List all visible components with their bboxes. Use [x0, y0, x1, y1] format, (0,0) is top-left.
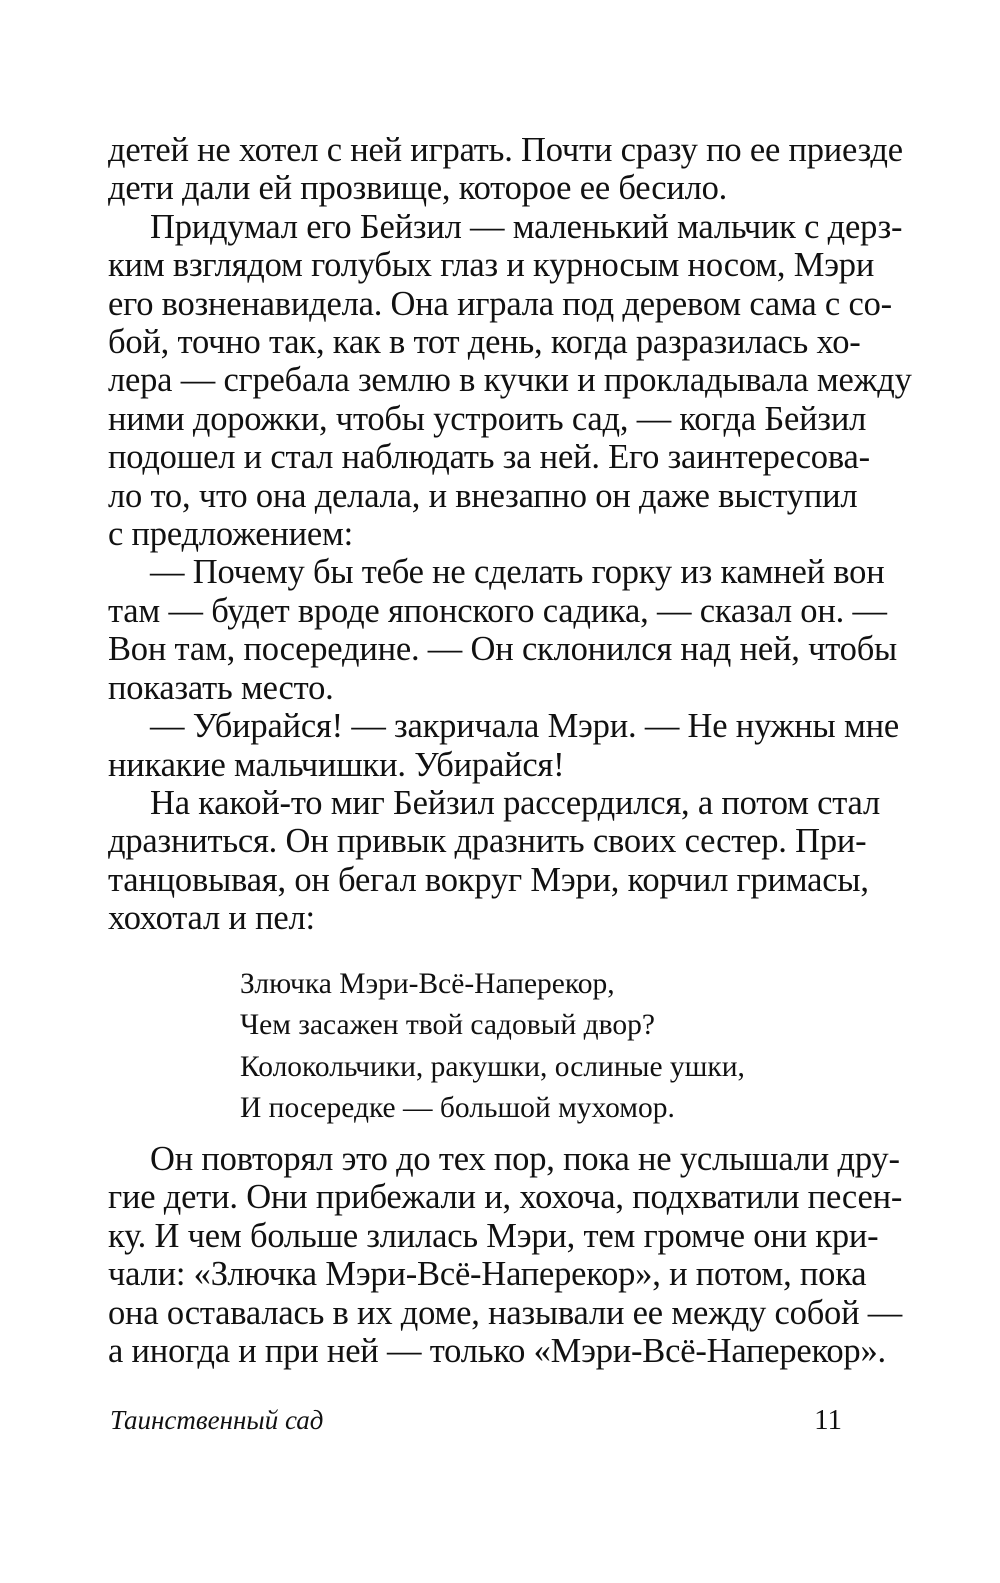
text-line: его возненавидела. Она играла под деревом сама с со-: [108, 284, 892, 323]
text-line: показать место.: [108, 668, 334, 707]
running-footer-title: Таинственный сад: [110, 1405, 324, 1435]
text-line: там — будет вроде японского садика, — сказал он. —: [108, 591, 887, 630]
text-line: ло то, что она делала, и внезапно он даже выступил: [108, 476, 858, 515]
poem-verse: [240, 964, 745, 1130]
text-line: а иногда и при ней — только «Мэри-Всё-Наперекор».: [108, 1332, 886, 1371]
text-line: — Убирайся! — закричала Мэри. — Не нужны мне: [150, 707, 899, 746]
text-line: подошел и стал наблюдать за ней. Его заинтересова-: [108, 438, 870, 477]
body-text-after-poem: [108, 1140, 903, 1371]
text-line: ким взглядом голубых глаз и курносым носом, Мэри: [108, 246, 875, 285]
text-line: — Почему бы тебе не сделать горку из камней вон: [150, 553, 885, 592]
poem-line: Злючка Мэри-Всё-Наперекор,: [240, 968, 615, 1000]
poem-line: Колокольчики, ракушки, ослиные ушки,: [240, 1050, 745, 1083]
text-line: детей не хотел с ней играть. Почти сразу по ее приезде: [108, 131, 903, 169]
text-line: ними дорожки, чтобы устроить сад, — когда Бейзил: [108, 399, 867, 438]
poem-line: И посередке — большой мухомор.: [240, 1092, 675, 1125]
text-line: с предложением:: [108, 515, 354, 554]
text-line: гие дети. Они прибежали и, хохоча, подхватили песен-: [108, 1178, 903, 1217]
text-line: Вон там, посередине. — Он склонился над ней, чтобы: [108, 630, 898, 669]
text-line: бой, точно так, как в тот день, когда разразилась хо-: [108, 323, 861, 362]
text-line: никакие мальчишки. Убирайся!: [108, 745, 565, 784]
text-line: На какой-то миг Бейзил рассердился, а потом стал: [150, 783, 880, 822]
text-line: она оставалась в их доме, называли ее между собой —: [108, 1293, 903, 1332]
text-line: лера — сгребала землю в кучки и прокладывала между: [108, 361, 912, 400]
body-text-before-poem: [108, 131, 912, 938]
text-line: Придумал его Бейзил — маленький мальчик с дерз-: [150, 207, 903, 246]
text-line: чали: «Злючка Мэри-Всё-Наперекор», и потом, пока: [108, 1255, 867, 1294]
text-line: ку. И чем больше злилась Мэри, тем громче они кри-: [108, 1216, 879, 1255]
text-line: хохотал и пел:: [108, 899, 315, 938]
text-line: танцовывая, он бегал вокруг Мэри, корчил гримасы,: [108, 860, 869, 899]
text-line: дети дали ей прозвище, которое ее бесило.: [108, 169, 728, 208]
text-line: Он повторял это до тех пор, пока не услышали дру-: [150, 1140, 900, 1178]
page-number: 11: [814, 1404, 842, 1436]
text-line: дразниться. Он привык дразнить своих сестер. При-: [108, 822, 867, 861]
poem-line: Чем засажен твой садовый двор?: [240, 1009, 655, 1042]
